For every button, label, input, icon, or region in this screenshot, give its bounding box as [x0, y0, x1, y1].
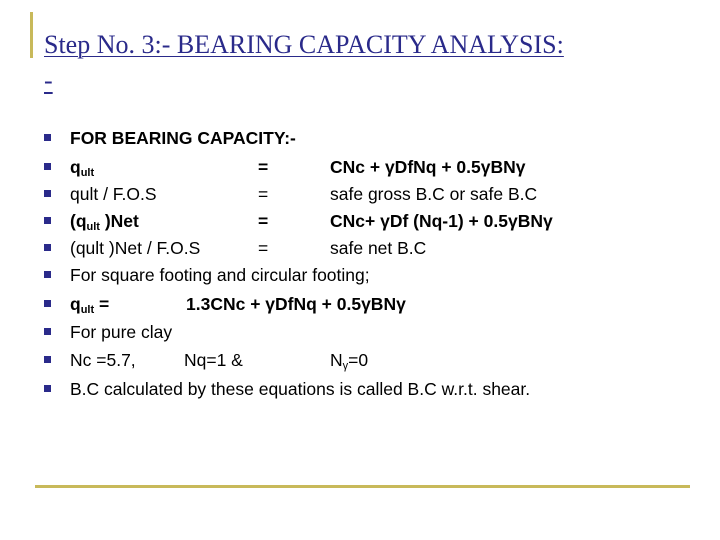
qult-footing-formula: 1.3CNc + γDfNq + 0.5γBNγ — [186, 294, 406, 314]
safe-gross-term: qult / F.O.S — [70, 184, 157, 204]
square-circular-footing-text: For square footing and circular footing; — [70, 265, 370, 285]
nq-value: Nq=1 & — [184, 350, 243, 370]
ngamma-value: $N_\gamma=0$ — [330, 350, 369, 372]
safe-gross-definition: safe gross B.C or safe B.C — [330, 184, 538, 204]
square-bullet-icon — [44, 328, 51, 335]
equals-sign: = — [258, 157, 269, 177]
square-bullet-icon — [44, 356, 51, 363]
pure-clay-text: For pure clay — [70, 322, 173, 342]
square-bullet-icon — [44, 271, 51, 278]
square-bullet-icon — [44, 300, 51, 307]
list-item — [0, 182, 720, 206]
footer-accent-line — [35, 485, 690, 488]
square-bullet-icon — [44, 217, 51, 224]
equals-sign: = — [258, 211, 269, 231]
list-item — [0, 320, 720, 344]
qult-term: $q_{ult}$ = — [70, 294, 110, 316]
qult-net-term: ($q_{ult}$ )Net — [70, 211, 139, 233]
qult-term: $q_{ult}$ — [70, 157, 95, 179]
list-item — [0, 126, 720, 150]
qult-formula: CNc + γDfNq + 0.5γBNγ — [330, 157, 526, 177]
square-bullet-icon — [44, 244, 51, 251]
page-title: Step No. 3:- BEARING CAPACITY ANALYSIS: — [44, 30, 564, 59]
square-bullet-icon — [44, 134, 51, 141]
equals-sign: = — [258, 238, 269, 258]
nc-value: Nc =5.7, — [70, 350, 136, 370]
safe-net-definition: safe net B.C — [330, 238, 427, 258]
list-item — [0, 263, 720, 287]
list-item — [0, 292, 720, 316]
list-item — [0, 377, 720, 401]
page-title-continued: - — [44, 66, 53, 95]
safe-net-term: (qult )Net / F.O.S — [70, 238, 201, 258]
list-item — [0, 209, 720, 233]
heading-bearing-capacity: FOR BEARING CAPACITY:- — [70, 128, 296, 148]
square-bullet-icon — [44, 385, 51, 392]
square-bullet-icon — [44, 163, 51, 170]
list-item — [0, 155, 720, 179]
title-accent-line — [30, 12, 33, 58]
bc-shear-text: B.C calculated by these equations is called B.C w.r.t. shear. — [70, 379, 531, 399]
qult-net-formula: CNc+ γDf (Nq-1) + 0.5γBNγ — [330, 211, 553, 231]
square-bullet-icon — [44, 190, 51, 197]
list-item — [0, 348, 720, 372]
equals-sign: = — [258, 184, 269, 204]
list-item — [0, 236, 720, 260]
